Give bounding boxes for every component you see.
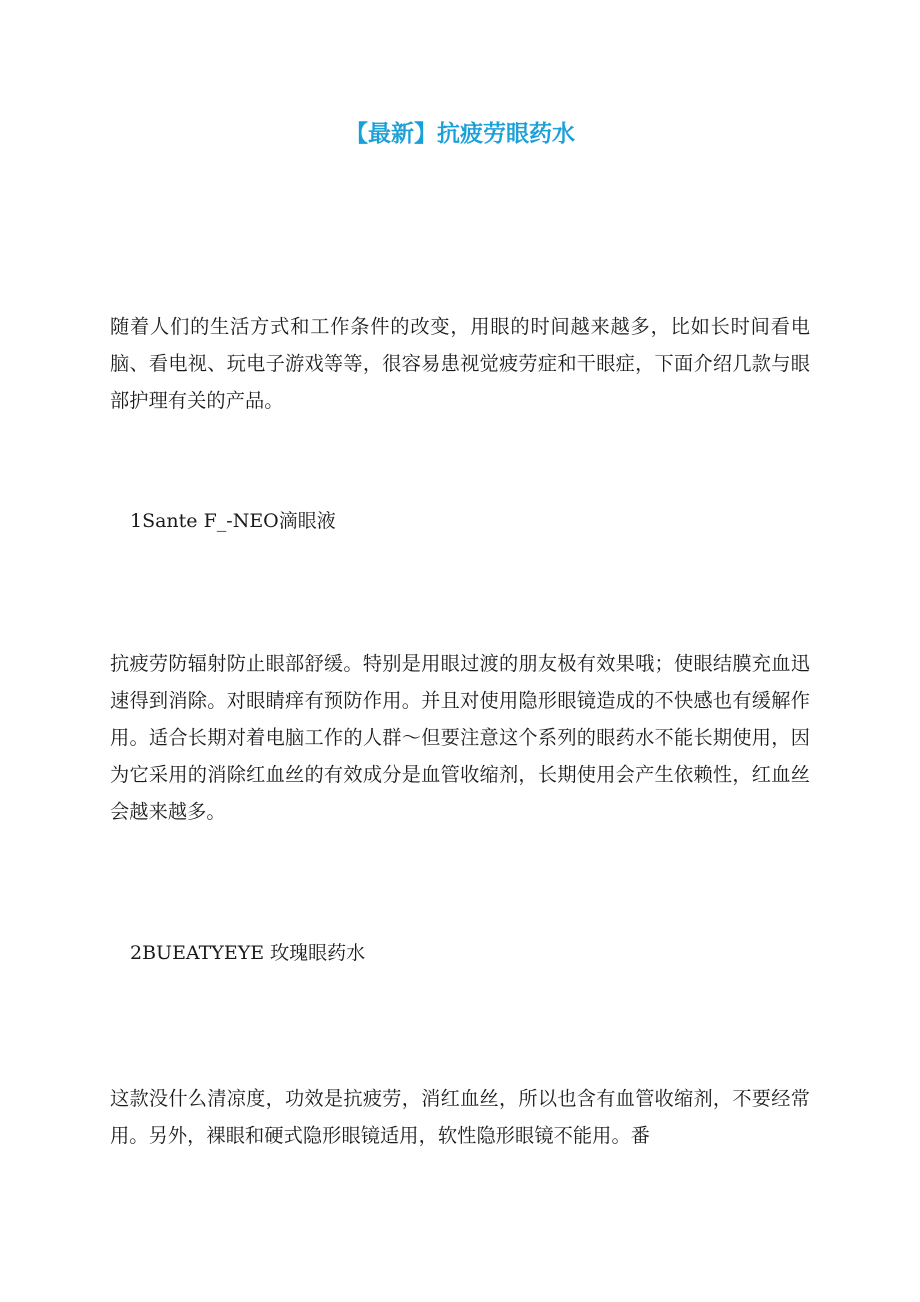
product-heading-2: 2BUEATYEYE 玫瑰眼药水 xyxy=(130,942,366,964)
product-description-2: 这款没什么清凉度，功效是抗疲劳，消红血丝，所以也含有血管收缩剂，不要经常用。另外，裸眼和硬式隐形眼镜适用，软性隐形眼镜不能用。番 xyxy=(110,1087,810,1147)
product-heading-1: 1Sante F_-NEO滴眼液 xyxy=(130,510,336,532)
product-description-1: 抗疲劳防辐射防止眼部舒缓。特别是用眼过渡的朋友极有效果哦；使眼结膜充血迅速得到消除。对眼睛痒有预防作用。并且对使用隐形眼镜造成的不快感也有缓解作用。适合长期对着电脑工作的人群～但要注意这个系列的眼药水不能长期使用，因为它采用的消除红血丝的有效成分是血管收缩剂，长期使用会产生依赖性，红血丝会越来越多。 xyxy=(110,652,810,823)
document-title: 【最新】抗疲劳眼药水 xyxy=(345,121,575,147)
intro-paragraph: 随着人们的生活方式和工作条件的改变，用眼的时间越来越多，比如长时间看电脑、看电视、玩电子游戏等等，很容易患视觉疲劳症和干眼症，下面介绍几款与眼部护理有关的产品。 xyxy=(110,315,810,412)
